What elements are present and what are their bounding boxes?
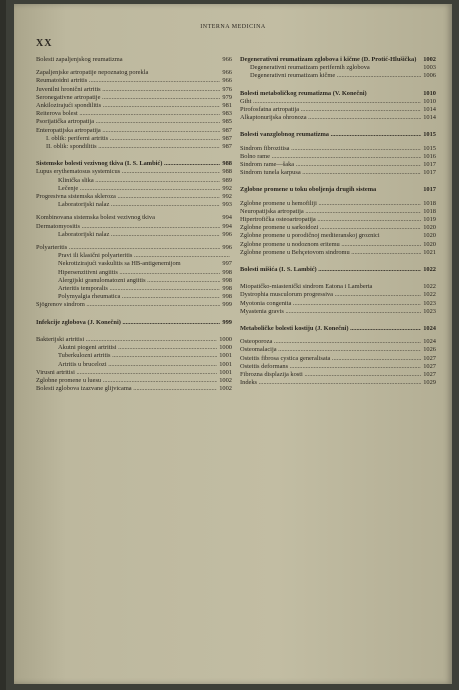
toc-entry-title: Metaboličke bolesti kostiju (J. Konečni) ..... [240,325,421,333]
toc-entry-title: Virusni artritisi ..... [36,369,217,377]
toc-entry [240,131,436,139]
toc-entry-title: Laboratorijski nalaz ..... [58,201,220,209]
toc-entry-page: 1022 [423,291,436,299]
toc-entry-title: Bolesti zglobova izazvane glijvicama ..... [36,385,217,393]
toc-entry [36,301,232,309]
toc-entry-page: 1017 [423,169,436,177]
toc-entry [36,214,232,222]
toc-entry-title: Infekcije zglobova (J. Konečni) ..... [36,319,220,327]
toc-entry-page: 1003 [423,64,436,72]
toc-entry [36,285,232,293]
toc-entry-title: Progresivna sistemska skleroza ..... [36,193,220,201]
toc-entry [36,102,232,110]
toc-entry [36,352,232,360]
toc-entry-page: 976 [222,85,232,93]
toc-entry-title: Bolesti vanzglobnog reumatizma ..... [240,131,421,139]
toc-entry-page: 987 [222,143,232,151]
toc-entry-title: Bolno rame ..... [240,153,421,161]
toc-entry-title: Psorijatička artropatija ..... [36,118,220,126]
toc-entry [240,114,436,122]
toc-entry-title: Tuberkulozni artritis ..... [58,352,217,360]
running-header: INTERNA MEDICINA [200,24,266,30]
toc-entry-title: Bolesti mišića (I. S. Lambić) ..... [240,266,421,274]
toc-entry [240,363,436,371]
toc-entry-page: 996 [222,230,232,238]
toc-entry-page: 1015 [423,131,436,139]
toc-entry-title: Artritis u brucelozi ..... [58,361,217,369]
toc-entry-page: 992 [222,193,232,201]
toc-entry-page: 1001 [219,360,232,368]
toc-entry [36,86,232,94]
toc-entry [240,232,436,240]
toc-entry-page: 988 [222,168,232,176]
toc-entry-page: 966 [222,56,232,63]
toc-entry [36,319,232,327]
toc-entry-title: Sjögrenov sindrom ..... [36,301,220,309]
toc-entry [240,224,436,232]
toc-entry-title: Hipertrofička osteoartropatija ..... [240,216,421,224]
toc-entry-title: Lupus erythematosus systemicus ..... [36,168,220,176]
toc-entry-title: Kombinovana sistemska bolest vezivnog tkiva [36,214,155,222]
toc-entry-title: Polymyalgia rheumatica ..... [58,293,220,301]
toc-entry-page: 1029 [423,379,436,387]
toc-entry-title: Degenerativni reumatizam kičme ..... [250,72,421,80]
toc-entry-page: 1018 [423,207,436,215]
toc-entry-page: 1014 [423,114,436,122]
toc-entry-page: 981 [222,102,232,110]
toc-entry-page: 1001 [219,352,232,360]
toc-entry [240,346,436,354]
toc-entry-title: Klinička slika ..... [58,177,220,185]
toc-entry-title: Indeks ..... [240,379,421,387]
toc-entry-page: 1024 [423,338,436,346]
toc-entry-page: 992 [222,184,232,192]
toc-entry [36,377,232,385]
toc-entry-page: 1020 [423,224,436,232]
toc-entry-title: Reiterova bolest ..... [36,110,220,118]
toc-entry [240,308,436,316]
toc-entry [36,369,232,377]
toc-entry [240,169,436,177]
toc-entry-page: 1002 [423,56,436,63]
toc-entry [240,338,436,346]
left-background-strip [0,0,6,690]
toc-entry-page: 994 [222,214,232,222]
toc-entry-page: 1000 [219,335,232,343]
toc-entry-title: Laboratorijski nalaz ..... [58,231,220,239]
toc-entry-title: Zglobne promene u sarkoidozi ..... [240,224,421,232]
toc-entry-page: 1017 [423,186,436,194]
toc-entry-page: 1010 [423,89,436,97]
toc-entry-page: 979 [222,93,232,101]
toc-entry-title: Fibrozna displazija kosti ..... [240,371,421,379]
toc-entry [240,300,436,308]
toc-entry-page: 983 [222,110,232,118]
toc-entry [36,231,232,239]
toc-entry [240,64,436,72]
toc-entry [36,185,232,193]
toc-entry [240,56,436,64]
toc-entry [240,90,436,98]
toc-entry-page: 1023 [423,299,436,307]
toc-entry-page: 1001 [219,368,232,376]
toc-entry [240,291,436,299]
toc-entry-title: Arteritis temporalis ..... [58,285,220,293]
toc-entry [240,186,436,194]
toc-entry-title: I. oblik: periferni artritis ..... [46,135,220,143]
toc-entry-page: 1002 [219,376,232,384]
toc-entry-title: Degenerativni reumatizam zglobova i kičme (D. Protić-Hlušička) [240,56,417,63]
toc-entry [240,153,436,161]
toc-entry-page: 998 [222,293,232,301]
toc-entry-page: 997 [222,260,232,268]
toc-entry [36,244,232,252]
toc-entry [36,168,232,176]
toc-entry [36,223,232,231]
toc-entry [36,69,232,77]
toc-entry [240,249,436,257]
toc-entry-page: 1002 [219,385,232,393]
toc-entry-title: Osteomalacija ..... [240,346,421,354]
page-number: XX [36,38,53,49]
toc-entry [36,110,232,118]
toc-entry [36,118,232,126]
toc-entry-title: II. oblik: spondilitis ..... [46,143,220,151]
toc-entry [240,145,436,153]
toc-entry [36,94,232,102]
toc-entry [240,241,436,249]
toc-entry-title: Akutni piogeni artritisi ..... [58,344,217,352]
toc-entry-page: 999 [222,301,232,309]
toc-entry-page: 966 [222,77,232,85]
toc-entry-title: Zglobne promene u luesu ..... [36,377,217,385]
toc-entry [36,177,232,185]
toc-entry-page: 1027 [423,354,436,362]
toc-entry-title: Pravi ili klasični polyarteritis ..... [58,252,230,260]
toc-entry-title: Degenerativni reumatizam perifernih zglobova [250,64,370,72]
toc-entry-page: 1000 [219,344,232,352]
toc-entry-title: Reumatoidni artritis ..... [36,77,220,85]
toc-entry [240,325,436,333]
toc-entry-page: 999 [222,318,232,326]
toc-entry [240,379,436,387]
toc-entry [36,135,232,143]
toc-entry-page: 1020 [423,240,436,248]
toc-entry [36,143,232,151]
toc-left-column [36,56,232,393]
toc-entry-title: Miopatičko-miastenički sindrom Eatona i Lamberta [240,283,373,291]
toc-entry-title: Lečenje ..... [58,185,220,193]
toc-entry [36,260,232,268]
toc-entry-title: Ankilozirajući spondilitis ..... [36,102,220,110]
toc-entry-title: Alkaptonurijska ohronoza ..... [240,114,421,122]
toc-entry [240,266,436,274]
toc-right-column [240,56,436,388]
toc-entry-page: 1026 [423,346,436,354]
toc-entry-title: Pirofosfatna artropatija ..... [240,106,421,114]
toc-entry [240,355,436,363]
toc-entry [36,344,232,352]
toc-entry [36,160,232,168]
toc-entry-title: Zglobne promene u hemofiliji ..... [240,200,421,208]
toc-entry-title: Bolesti metaboličkog reumatizma (V. Konečni) [240,89,367,97]
toc-entry-title: Sistemske bolesti vezivnog tkiva (I. S. Lambić) ..... [36,160,220,168]
toc-entry [240,106,436,114]
toc-entry-title: Bolesti zapaljenjskog reumatizma [36,56,123,63]
toc-entry-page: 993 [222,201,232,209]
toc-entry-title: Sindrom tunela karpusa ..... [240,169,421,177]
toc-entry-title: Zglobne promene u porodičnoj mediteranskoj groznici [240,232,380,240]
toc-entry-page: 1019 [423,216,436,224]
toc-entry-page: 1023 [423,307,436,315]
toc-entry-title: Sindrom fibrozitisa ..... [240,145,421,153]
toc-entry-title: Giht ..... [240,98,421,106]
toc-entry-page: 996 [222,244,232,252]
toc-entry-title: Dermatomyositis ..... [36,223,220,231]
toc-entry-page: 998 [222,276,232,284]
toc-entry-page: 1017 [423,161,436,169]
toc-entry-page: 989 [222,176,232,184]
toc-entry-title: Osteitis deformans ..... [240,363,421,371]
toc-entry-title: Zapaljenjske artropatije nepoznatog porekla [36,69,149,77]
toc-entry [240,98,436,106]
toc-entry-page: 988 [222,160,232,168]
toc-entry-title: Bakterijski artritisi ..... [36,336,217,344]
toc-entry-title: Osteitis fibrosa cystica generalisata ..... [240,355,421,363]
toc-entry [36,277,232,285]
toc-entry-page: 1021 [423,248,436,256]
toc-entry [240,161,436,169]
toc-entry-page: 998 [222,268,232,276]
toc-entry [36,293,232,301]
toc-entry-page: 1027 [423,362,436,370]
toc-entry-title: Dystrophia musculorum progressiva ..... [240,291,421,299]
toc-entry-title: Seronegativne artropatije ..... [36,94,220,102]
toc-entry-title: Myastenia gravis ..... [240,308,421,316]
toc-entry [36,201,232,209]
toc-entry-page: 966 [222,69,232,77]
toc-entry-title: Neuropatijska artropatija ..... [240,208,421,216]
toc-entry [36,385,232,393]
toc-entry-page: 1022 [423,283,436,291]
toc-entry-page: 1018 [423,199,436,207]
toc-entry [36,269,232,277]
toc-entry-title: Nekrotizirajući vaskulitis sa HB-antigenemijom [58,260,181,268]
toc-entry [36,56,232,64]
toc-entry-title: Juvenilni hronični artritis ..... [36,86,220,94]
toc-entry-page: 1006 [423,72,436,80]
toc-entry [36,127,232,135]
toc-entry-title: Zglobne promene u nodoznom eritemu ..... [240,241,421,249]
toc-entry [240,72,436,80]
toc-entry-title: Zglobne promene u toku obolјenja drugih sistema [240,186,377,194]
toc-entry-title: Enteropatijska artropatija ..... [36,127,220,135]
toc-entry-title: Osteoporoza ..... [240,338,421,346]
toc-entry-page: 987 [222,134,232,142]
toc-entry-page: 994 [222,222,232,230]
toc-entry-page: 1014 [423,106,436,114]
toc-entry [36,77,232,85]
toc-entry [240,283,436,291]
toc-entry [240,208,436,216]
toc-entry-page: 998 [222,285,232,293]
toc-entry-page: 1024 [423,325,436,333]
toc-entry [240,200,436,208]
toc-entry-title: Zglobne promene u Behçetovom sindromu ..... [240,249,421,257]
toc-entry [36,336,232,344]
toc-entry-page: 1027 [423,371,436,379]
toc-entry-title: Hipersenzitivni angiitis ..... [58,269,220,277]
toc-entry-title: Polyarteritis ..... [36,244,220,252]
toc-entry-title: Sindrom rame—šaka ..... [240,161,421,169]
toc-entry [36,252,232,260]
toc-entry-page: 1022 [423,266,436,274]
book-page [14,4,452,684]
toc-entry-page: 987 [222,126,232,134]
toc-entry [36,193,232,201]
toc-entry-title: Myotonia congenita ..... [240,300,421,308]
toc-entry-title: Alergijski granulomatozni angiitis ..... [58,277,220,285]
toc-entry-page: 1010 [423,97,436,105]
toc-entry-page: 985 [222,118,232,126]
toc-entry-page: 1020 [423,232,436,240]
toc-entry-page: 1016 [423,152,436,160]
toc-entry [36,361,232,369]
toc-entry [240,216,436,224]
toc-entry-page: 1015 [423,144,436,152]
toc-entry [240,371,436,379]
